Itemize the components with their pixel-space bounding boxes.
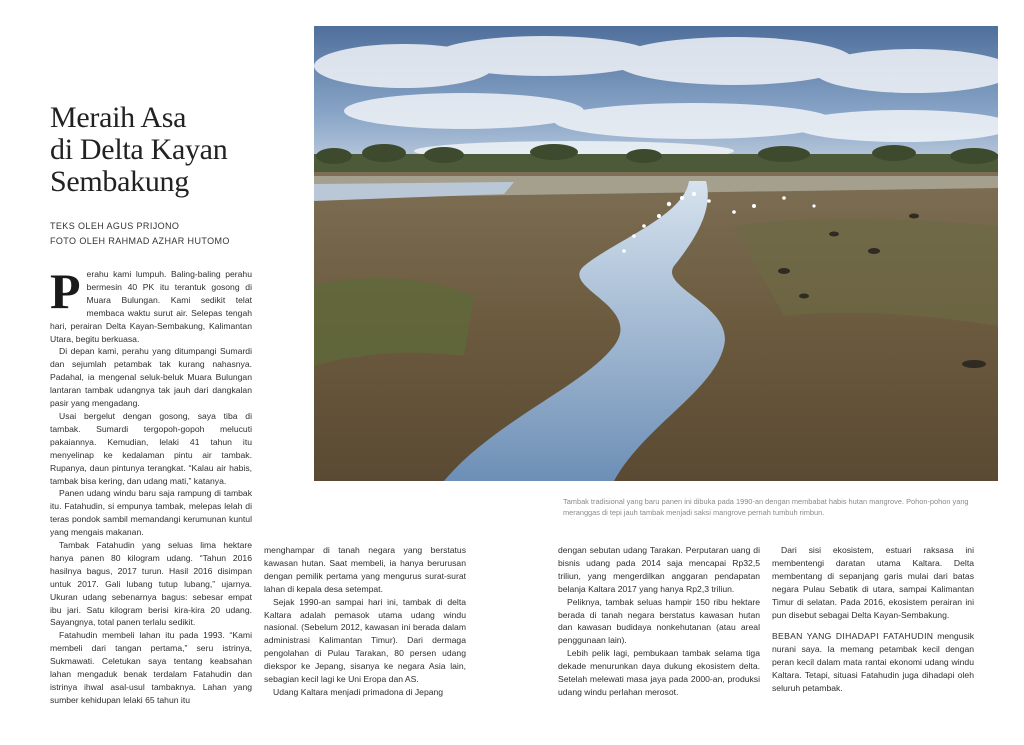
body-column-4 — [772, 544, 974, 695]
paragraph: Usai bergelut dengan gosong, saya tiba di tambak. Sumardi tergopoh-gopoh melucuti pakaiannya. Kemudian, lelaki 41 tahun itu menyelinap ke kedalaman pintu air tambak. Rupanya, daun pintunya terangkat. “Kalau air habis, tambak bisa kering, dan udang mati,” katanya. — [50, 410, 252, 486]
body-column-2 — [264, 544, 466, 699]
body-column-3 — [558, 544, 760, 699]
paragraph: Udang Kaltara menjadi primadona di Jepang — [273, 686, 444, 697]
body-column-1-top — [50, 263, 252, 707]
grass-patches — [314, 278, 474, 366]
paragraph: Panen udang windu baru saja rampung di tambak itu. Fatahudin, si empunya tambak, melepas lelah di teras pondok sambil memandangi kerumunan kuntul yang mengais makanan. — [50, 488, 252, 538]
paragraph: BEBAN YANG DIHADAPI FATAHUDIN mengusik nurani saya. Ia memang petambak kecil dengan peran kecil dalam mata rantai ekonomi udang windu Kaltara. Tetapi, situasi Fatahudin juga dihadapi oleh seluruh petambak. — [772, 631, 974, 694]
paragraph: dengan sebutan udang Tarakan. Perputaran uang di bisnis udang pada 2014 saja mencapai Rp32,5 triliun, yang mengerdilkan anggaran pendapatan belanja Kaltara 2017 yang hanya Rp2,3 triliun. — [558, 545, 760, 594]
paragraph: Sejak 1990-an sampai hari ini, tambak di delta Kaltara adalah pemasok utama udang windu nasional. (Sebelum 2012, kawasan ini berada dalam administrasi Kalimantan Timur). Dari dermaga pengolahan di Pulau Tarakan, 80 persen udang diekspor ke Jepang, sisanya ke negara Asia lain, sebagian kecil lagi ke Uni Eropa dan AS. — [264, 596, 466, 685]
paragraph: Perahu kami lumpuh. Baling-baling perahu bermesin 40 PK itu terantuk gosong di Muara Bulungan. Kami sedikit telat membaca waktu surut air. Selepas tengah hari, perairan Delta Kayan-Sembakung, Kalimantan Utara, begitu berkuasa. — [50, 263, 252, 344]
paragraph: Dari sisi ekosistem, estuari raksasa ini membentengi daratan utama Kaltara. Delta membentang di sepanjang garis mulai dari batas negara Pulau Sebatik di utara, sampai Kalimantan Timur di selatan. Pada 2016, ekosistem perairan ini pun disebut sebagai Delta Kayan-Sembakung. — [772, 545, 974, 620]
byline — [50, 219, 230, 249]
paragraph: menghampar di tanah negara yang berstatus kawasan hutan. Saat membeli, ia hanya berurusan dengan pemilik pertama yang mengurus surat-surat lahan di kepala desa setempat. — [264, 545, 466, 594]
section-lead: BEBAN YANG DIHADAPI FATAHUDIN — [772, 631, 934, 642]
article-title — [50, 102, 290, 198]
paragraph: Fatahudin membeli lahan itu pada 1993. “Kami membeli dari tangan pertama,” seru istrinya, Sukmawati. Celetukan saya tentang keabsahan lahan mengaduk benak terdalam Fatahudin dan istrinya ihwal asal-usul tambaknya. Lahan yang sumber kehidupan lelaki 65 tahun itu — [50, 630, 252, 705]
title-line-3: Sembakung — [50, 165, 189, 198]
credit-photo: FOTO OLEH RAHMAD AZHAR HUTOMO — [50, 236, 230, 246]
delta-photo — [314, 26, 998, 481]
paragraph: Di depan kami, perahu yang ditumpangi Sumardi dan sejumlah petambak tak kurang nahasnya. Padahal, ia mengenal seluk-beluk Muara Bulungan lantaran tambak udangnya tak jauh dari dangkalan pasir yang mengadang. — [50, 346, 252, 409]
photo-caption: Tambak tradisional yang baru panen ini dibuka pada 1990-an dengan membabat habis hutan mangrove. Pohon-pohon yang meranggas di tepi jauh tambak menjadi saksi mangrove pernah tumbuh rimbun. — [563, 497, 969, 517]
title-line-1: Meraih Asa — [50, 101, 187, 134]
drop-cap: P — [50, 263, 81, 319]
paragraph: Peliknya, tambak seluas hampir 150 ribu hektare berada di tanah negara berstatus kawasan hutan dan kawasan budidaya nonkehutanan (atau areal penggunaan lain). — [558, 596, 760, 646]
paragraph: Tambak Fatahudin yang seluas lima hektare hanya panen 80 kilogram udang. “Tahun 2016 hasilnya bagus, 2017 turun. Hasil 2016 disimpan untuk 2017. Gali lubang tutup lubang,” ujarnya. Ukuran udang sebenarnya bagus: sebesar empat ibu jari. Satu kilogram berisi kira-kira 20 udang. Sayangnya, total panen terlalu sedikit. — [50, 540, 252, 628]
paragraph: Lebih pelik lagi, pembukaan tambak selama tiga dekade menurunkan daya dukung ekosistem delta. Setelah melewati masa jaya pada 2000-an, produksi udang windu perlahan merosot. — [558, 648, 760, 697]
title-line-2: di Delta Kayan — [50, 133, 228, 166]
credit-text: TEKS OLEH AGUS PRIJONO — [50, 221, 180, 231]
